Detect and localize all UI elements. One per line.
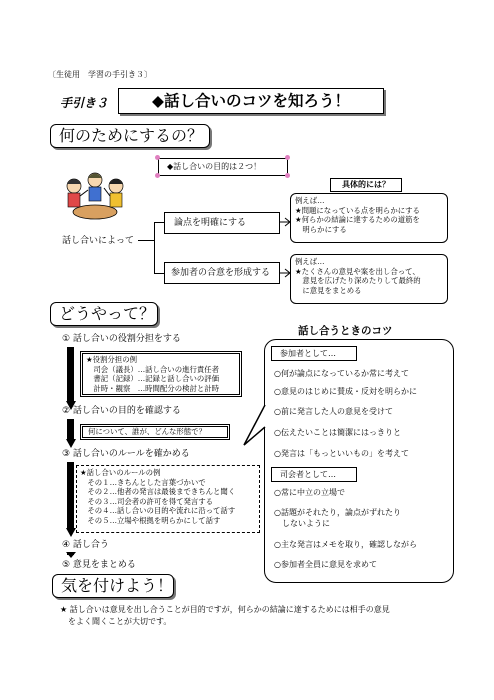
- roles-example-box: [80, 351, 242, 397]
- purpose-check-text: 何について、誰が、どんな形態で？: [88, 427, 206, 436]
- branch-clarify-box: [164, 212, 280, 234]
- step-4: ④ 話し合う: [62, 540, 109, 550]
- roles-line: ★役割分担の例: [86, 355, 137, 364]
- example-line: ★問題になっている点を明らかにする: [295, 205, 420, 215]
- roles-line: 司会（議長）…話し合いの進行責任者: [86, 364, 220, 374]
- participant-tip: ○意見のはじめに賛成・反対を明らかに: [274, 387, 417, 396]
- rules-line: その５…立場や根拠を明らかにして話す: [80, 515, 221, 525]
- step-1: ① 話し合いの役割分担をする: [62, 334, 181, 344]
- connector-line: [138, 240, 154, 241]
- example-line: 明らかにする: [295, 224, 347, 234]
- chair-tip: ○常に中立の立場で: [274, 488, 345, 497]
- example-line: ★何らかの結論に達するための道筋を: [295, 215, 420, 225]
- step-3: ③ 話し合いのルールを確かめる: [62, 449, 190, 459]
- connector-line: [154, 222, 155, 274]
- roles-line: 書記（記録）…記録と話し合いの評価: [86, 374, 220, 384]
- connector-line: [154, 273, 164, 274]
- section-heading-purpose: 何のためにするの？: [50, 124, 210, 148]
- corner-dot-icon: [285, 173, 290, 178]
- tips-title: 話し合うときのコツ: [298, 325, 393, 337]
- connector-line: [154, 222, 164, 223]
- example-line: に意見をまとめる: [295, 285, 362, 295]
- flow-bar: [67, 462, 74, 530]
- section-heading-how: どうやって？: [50, 302, 158, 326]
- rules-line: その２…他者の発言は最後まできちんと聞く: [80, 487, 236, 497]
- rules-line: ★話し合いのルールの例: [80, 468, 161, 477]
- rules-line: その３…司会者の許可を得て発言する: [80, 496, 214, 506]
- purpose-label: ◆話し合いの目的は２つ！: [167, 162, 262, 171]
- students-discussion-illustration: [60, 168, 130, 224]
- chair-tip: ○話題がそれたり，論点がずれたり: [274, 508, 401, 517]
- branch-consensus-box: [164, 262, 280, 284]
- purpose-check-box: [80, 424, 230, 440]
- step-2: ② 話し合いの目的を確認する: [62, 406, 181, 416]
- chair-heading-box: [271, 467, 357, 482]
- corner-dot-icon: [285, 155, 290, 160]
- speech-pointer: [242, 405, 268, 461]
- arrow-down-icon: [66, 528, 76, 537]
- participant-tip: ○前に発言した人の意見を受けて: [274, 407, 393, 416]
- concrete-label: 具体的には？: [342, 180, 390, 189]
- example-line: 意見を広げたり深めたりして最終的: [295, 276, 421, 286]
- participant-heading-box: [271, 346, 357, 361]
- corner-dot-icon: [155, 155, 160, 160]
- branch-clarify-examples: [290, 193, 448, 243]
- rules-example-box: [76, 465, 260, 533]
- flow-bar: [67, 347, 74, 403]
- purpose-label-box: [158, 158, 288, 176]
- arrow-down-icon: [66, 552, 76, 558]
- guide-badge: 手引き３: [60, 96, 109, 110]
- participant-tip: ○何が論点になっているか常に考えて: [274, 369, 409, 378]
- page-title: ◆話し合いのコツを知ろう！: [152, 92, 350, 110]
- header-label: 〔生徒用 学習の手引き３〕: [48, 70, 152, 79]
- example-line: ★たくさんの意見や案を出し合って、: [295, 266, 420, 276]
- rules-line: その１…きちんとした言葉づかいで: [80, 477, 206, 487]
- root-label: 話し合いによって: [62, 236, 135, 246]
- branch-consensus-label: 参加者の合意を形成する: [171, 268, 271, 278]
- corner-dot-icon: [155, 173, 160, 178]
- branch-consensus-examples: [290, 254, 448, 304]
- example-line: 例えば…: [295, 257, 325, 266]
- example-line: 例えば…: [295, 196, 325, 205]
- arrow-down-icon: [66, 439, 76, 448]
- chair-tip: ○参加者全員に意見を求めて: [274, 560, 377, 569]
- roles-line: 計時・観察 …時間配分の検討と計時: [86, 383, 220, 393]
- chair-tip: ○主な発言はメモを取り，確認しながら: [274, 540, 417, 549]
- chair-tip: しないように: [274, 519, 330, 528]
- note-line: をよく聞くことが大切です。: [60, 617, 172, 626]
- section-heading-caution: 気を付けよう！: [52, 574, 174, 598]
- flow-bar: [67, 419, 74, 441]
- concrete-label-box: [330, 178, 402, 192]
- participant-tip: ○伝えたいことは簡潔にはっきりと: [274, 428, 401, 437]
- branch-clarify-label: 論点を明確にする: [174, 218, 247, 228]
- note-line: ★ 話し合いは意見を出し合うことが目的ですが，何らかの結論に達するためには相手の意見: [60, 605, 390, 614]
- participant-tip: ○発言は「もっといいもの」を考えて: [274, 449, 409, 458]
- step-5: ⑤ 意見をまとめる: [62, 560, 136, 570]
- participant-heading: 参加者として…: [280, 349, 336, 358]
- title-box: [118, 88, 384, 114]
- rules-line: その４…話し合いの目的や流れに沿って話す: [80, 506, 236, 516]
- chair-heading: 司会者として…: [280, 470, 336, 479]
